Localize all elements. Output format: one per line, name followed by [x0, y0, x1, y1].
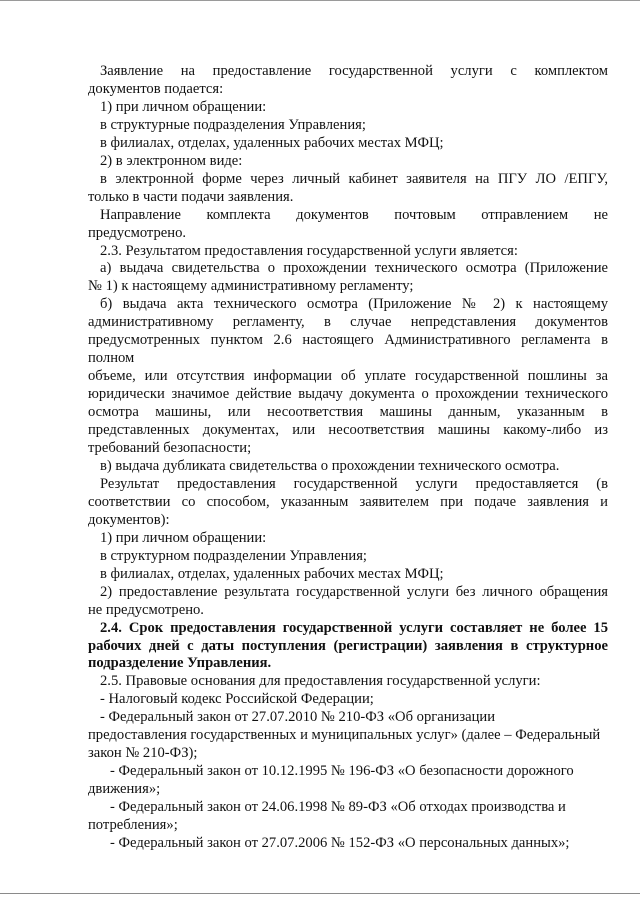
text-line: подразделение Управления.: [88, 655, 272, 672]
text-line: осмотра машины, или несоответствия машины данным, указанным в: [88, 404, 608, 421]
text-line: - Федеральный закон от 10.12.1995 № 196-ФЗ «О безопасности дорожного: [110, 763, 574, 780]
text-line: Результат предоставления государственной услуги предоставляется (в: [100, 475, 608, 492]
text-line: Заявление на предоставление государственной услуги с комплектом: [100, 63, 608, 79]
text-line: не предусмотрено.: [88, 601, 204, 618]
text-line: в) выдача дубликата свидетельства о прохождении технического осмотра.: [100, 457, 560, 474]
text-line: потребления»;: [88, 817, 178, 834]
text-line: 2) предоставление результата государственной услуги без личного обращения: [100, 583, 608, 600]
text-line: предоставления государственных и муниципальных услуг» (далее – Федеральный: [88, 727, 601, 744]
text-line: б) выдача акта технического осмотра (Приложение № 2) к настоящему: [100, 296, 608, 313]
text-line: закон № 210-ФЗ);: [88, 745, 198, 762]
text-line: административному регламенту, в случае непредставления документов: [88, 314, 608, 331]
text-line: соответствии со способом, указанным заявителем при подаче заявления и: [88, 493, 608, 510]
text-line: № 1) к настоящему административному регламенту;: [88, 278, 414, 295]
text-line: в структурные подразделения Управления;: [100, 116, 366, 133]
text-line: 1) при личном обращении:: [100, 529, 267, 546]
page-bottom-edge: [0, 893, 640, 894]
text-line: движения»;: [88, 781, 161, 798]
text-line: в филиалах, отделах, удаленных рабочих местах МФЦ;: [100, 134, 444, 151]
text-line: документов подается:: [88, 80, 224, 97]
text-line: 1) при личном обращении:: [100, 98, 267, 115]
text-line: требований безопасности;: [88, 440, 252, 457]
text-line: предусмотрено.: [88, 224, 187, 241]
text-line: предусмотренных пунктом 2.6 настоящего Административного регламента в полном: [88, 332, 608, 367]
text-line: - Федеральный закон от 27.07.2006 № 152-ФЗ «О персональных данных»;: [110, 834, 570, 851]
text-line: 2.4. Срок предоставления государственной услуги составляет не более 15: [100, 619, 608, 636]
text-line: объеме, или отсутствия информации об уплате государственной пошлины за: [88, 368, 608, 385]
text-line: только в части подачи заявления.: [88, 188, 294, 205]
text-line: 2.3. Результатом предоставления государственной услуги является:: [100, 242, 518, 259]
text-line: в электронной форме через личный кабинет заявителя на ПГУ ЛО /ЕПГУ,: [100, 170, 608, 187]
text-line: 2.5. Правовые основания для предоставления государственной услуги:: [100, 673, 541, 690]
text-line: - Федеральный закон от 24.06.1998 № 89-ФЗ «Об отходах производства и: [110, 799, 566, 816]
text-line: - Федеральный закон от 27.07.2010 № 210-ФЗ «Об организации: [100, 709, 496, 726]
text-line: рабочих дней с даты поступления (регистрации) заявления в структурное: [88, 637, 608, 654]
text-line: 2) в электронном виде:: [100, 152, 243, 169]
text-line: юридически значимое действие выдачу документа о прохождении технического: [88, 386, 608, 403]
text-line: в структурном подразделении Управления;: [100, 547, 367, 564]
text-line: представленных документах, или несоответствия машины какому-либо из: [88, 422, 608, 439]
page-top-edge: [0, 0, 640, 1]
document-body: [88, 63, 608, 853]
text-line: а) выдача свидетельства о прохождении технического осмотра (Приложение: [100, 260, 608, 277]
text-line: Направление комплекта документов почтовым отправлением не: [100, 206, 608, 223]
text-line: документов):: [88, 511, 170, 528]
text-line: в филиалах, отделах, удаленных рабочих местах МФЦ;: [100, 565, 444, 582]
text-line: - Налоговый кодекс Российской Федерации;: [100, 691, 374, 708]
